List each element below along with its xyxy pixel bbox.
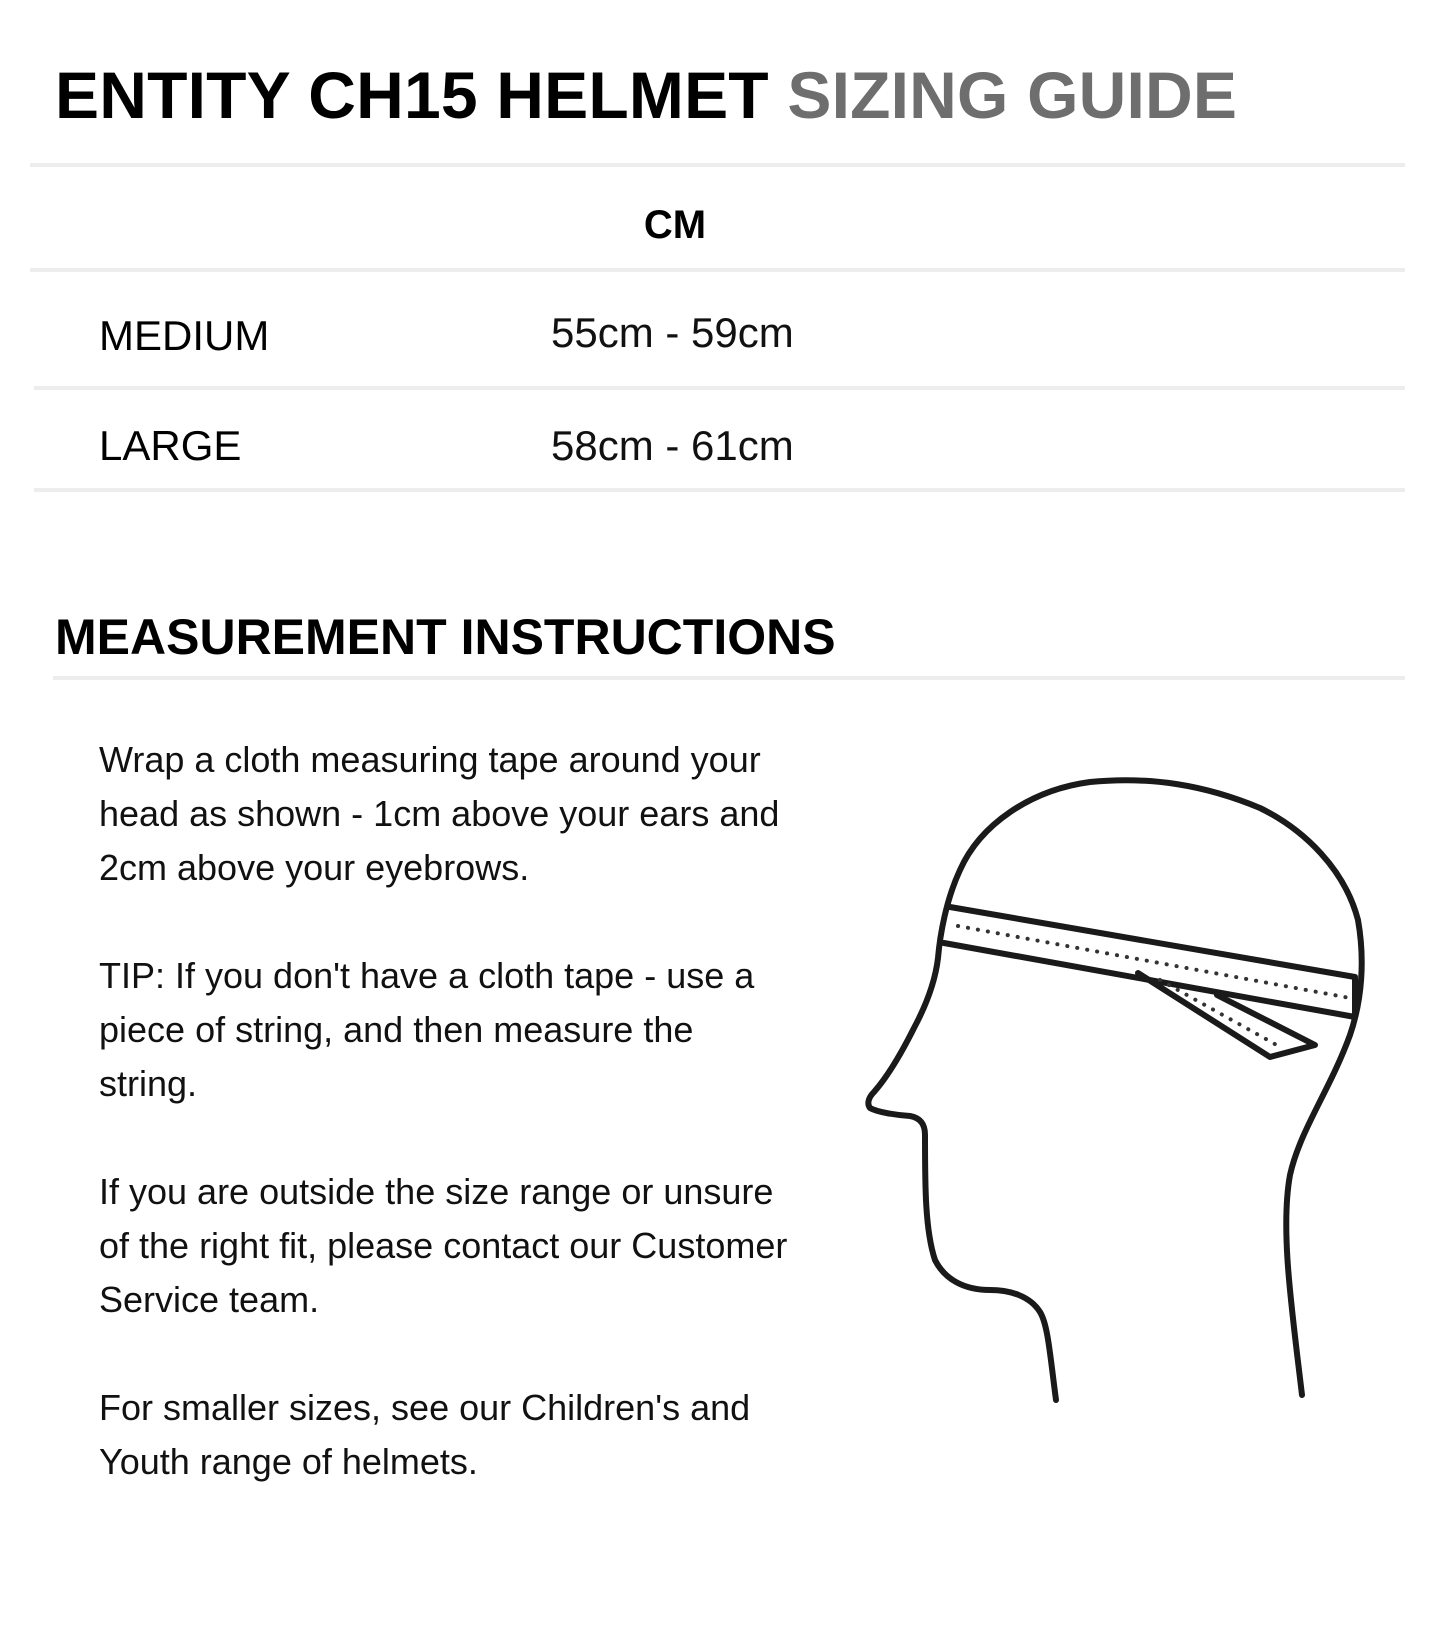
divider-title	[30, 163, 1405, 167]
title-main: ENTITY CH15 HELMET	[55, 58, 769, 132]
section-title: MEASUREMENT INSTRUCTIONS	[55, 609, 836, 665]
instruction-paragraph: For smaller sizes, see our Children's and Youth range of helmets.	[99, 1387, 751, 1482]
divider-row	[34, 488, 1405, 492]
title-suffix: SIZING GUIDE	[787, 58, 1238, 132]
page-title	[55, 58, 1238, 132]
instruction-paragraph: If you are outside the size range or unsure of the right fit, please contact our Customer Service team.	[99, 1171, 788, 1320]
divider-header	[30, 268, 1405, 272]
column-header-cm: CM	[643, 203, 707, 247]
size-label: LARGE	[99, 422, 242, 469]
instruction-paragraph: TIP: If you don't have a cloth tape - use a piece of string, and then measure the string.	[99, 955, 755, 1104]
head-measuring-tape-icon	[860, 770, 1380, 1420]
divider-row	[34, 386, 1405, 390]
divider-section	[53, 676, 1405, 680]
size-range: 55cm - 59cm	[551, 309, 794, 356]
instruction-paragraph: Wrap a cloth measuring tape around your head as shown - 1cm above your ears and 2cm above your eyebrows.	[99, 739, 780, 888]
size-label: MEDIUM	[99, 312, 270, 359]
size-range: 58cm - 61cm	[551, 422, 794, 469]
